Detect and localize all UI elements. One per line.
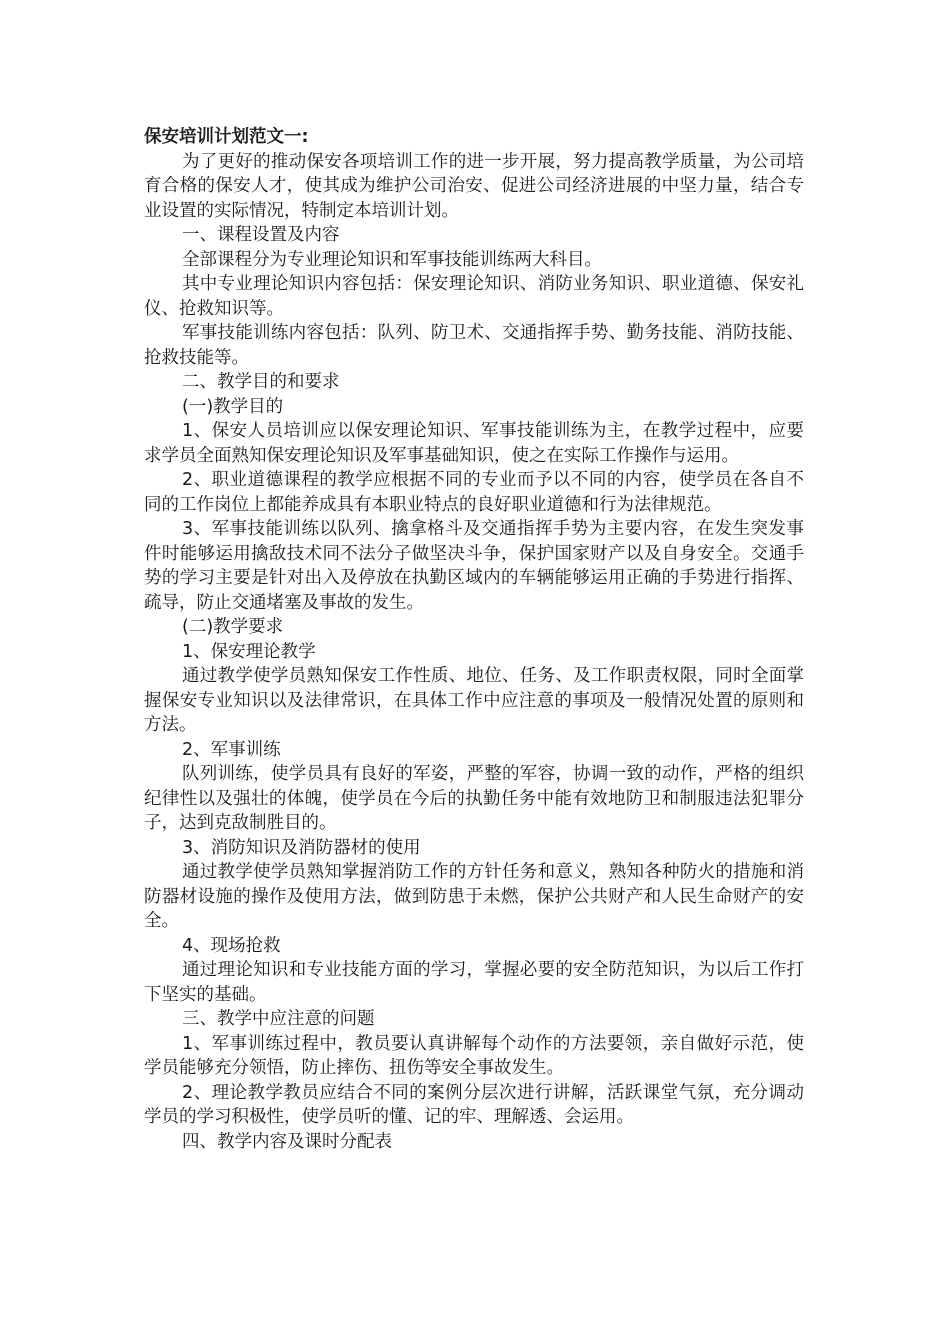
item-heading: 2、军事训练 [182, 739, 281, 760]
section-heading-2: 二、教学目的和要求 [182, 372, 340, 392]
intro-paragraph: 为了更好的推动保安各项培训工作的进一步开展，努力提高教学质量，为公司培育合格的保安人才，使其成为维护公司治安、促进公司经济进展的中坚力量，结合专业设置的实际情况，特制定本培训计划。 [144, 151, 804, 221]
paragraph: 其中专业理论知识内容包括：保安理论知识、消防业务知识、职业道德、保安礼仪、抢救知识等。 [144, 274, 804, 319]
paragraph: 2、职业道德课程的教学应根据不同的专业而予以不同的内容，使学员在各自不同的工作岗位上都能养成具有本职业特点的良好职业道德和行为法律规范。 [144, 470, 804, 515]
paragraph: 全部课程分为专业理论知识和军事技能训练两大科目。 [182, 249, 602, 270]
document-page [144, 125, 804, 1154]
paragraph: 通过教学使学员熟知保安工作性质、地位、任务、及工作职责权限，同时全面掌握保安专业知识以及法律常识，在具体工作中应注意的事项及一般情况处置的原则和方法。 [144, 666, 804, 735]
paragraph: 2、理论教学教员应结合不同的案例分层次进行讲解，活跃课堂气氛，充分调动学员的学习积极性，使学员听的懂、记的牢、理解透、会运用。 [144, 1082, 804, 1127]
paragraph: 1、保安人员培训应以保安理论知识、军事技能训练为主，在教学过程中，应要求学员全面熟知保安理论知识及军事基础知识，使之在实际工作操作与运用。 [144, 421, 804, 466]
subsection-heading: (一)教学目的 [182, 396, 284, 417]
section-heading-1: 一、课程设置及内容 [182, 225, 340, 245]
paragraph: 队列训练，使学员具有良好的军姿，严整的军容，协调一致的动作，严格的组织纪律性以及强壮的体魄，使学员在今后的执勤任务中能有效地防卫和制服违法犯罪分子，达到克敌制胜目的。 [144, 764, 804, 833]
paragraph: 通过教学使学员熟知掌握消防工作的方针任务和意义，熟知各种防火的措施和消防器材设施的操作及使用方法，做到防患于未燃，保护公共财产和人民生命财产的安全。 [144, 862, 804, 931]
paragraph: 3、军事技能训练以队列、擒拿格斗及交通指挥手势为主要内容，在发生突发事件时能够运用擒敌技术同不法分子做坚决斗争，保护国家财产以及自身安全。交通手势的学习主要是针对出入及停放在执勤区域内的车辆能够运用正确的手势进行指挥、疏导，防止交通堵塞及事故的发生。 [144, 519, 804, 613]
subsection-heading: (二)教学要求 [182, 617, 284, 637]
paragraph: 1、军事训练过程中，教员要认真讲解每个动作的方法要领，亲自做好示范，使学员能够充分领悟，防止摔伤、扭伤等安全事故发生。 [144, 1033, 804, 1078]
item-heading: 4、现场抢救 [182, 935, 281, 956]
item-heading: 1、保安理论教学 [182, 641, 316, 662]
item-heading: 3、消防知识及消防器材的使用 [182, 837, 421, 858]
paragraph: 通过理论知识和专业技能方面的学习，掌握必要的安全防范知识，为以后工作打下坚实的基础。 [144, 960, 804, 1005]
section-heading-3: 三、教学中应注意的问题 [182, 1009, 375, 1029]
document-title: 保安培训计划范文一: [144, 127, 309, 147]
paragraph: 军事技能训练内容包括：队列、防卫术、交通指挥手势、勤务技能、消防技能、抢救技能等。 [144, 323, 804, 368]
section-heading-4: 四、教学内容及课时分配表 [182, 1131, 392, 1152]
